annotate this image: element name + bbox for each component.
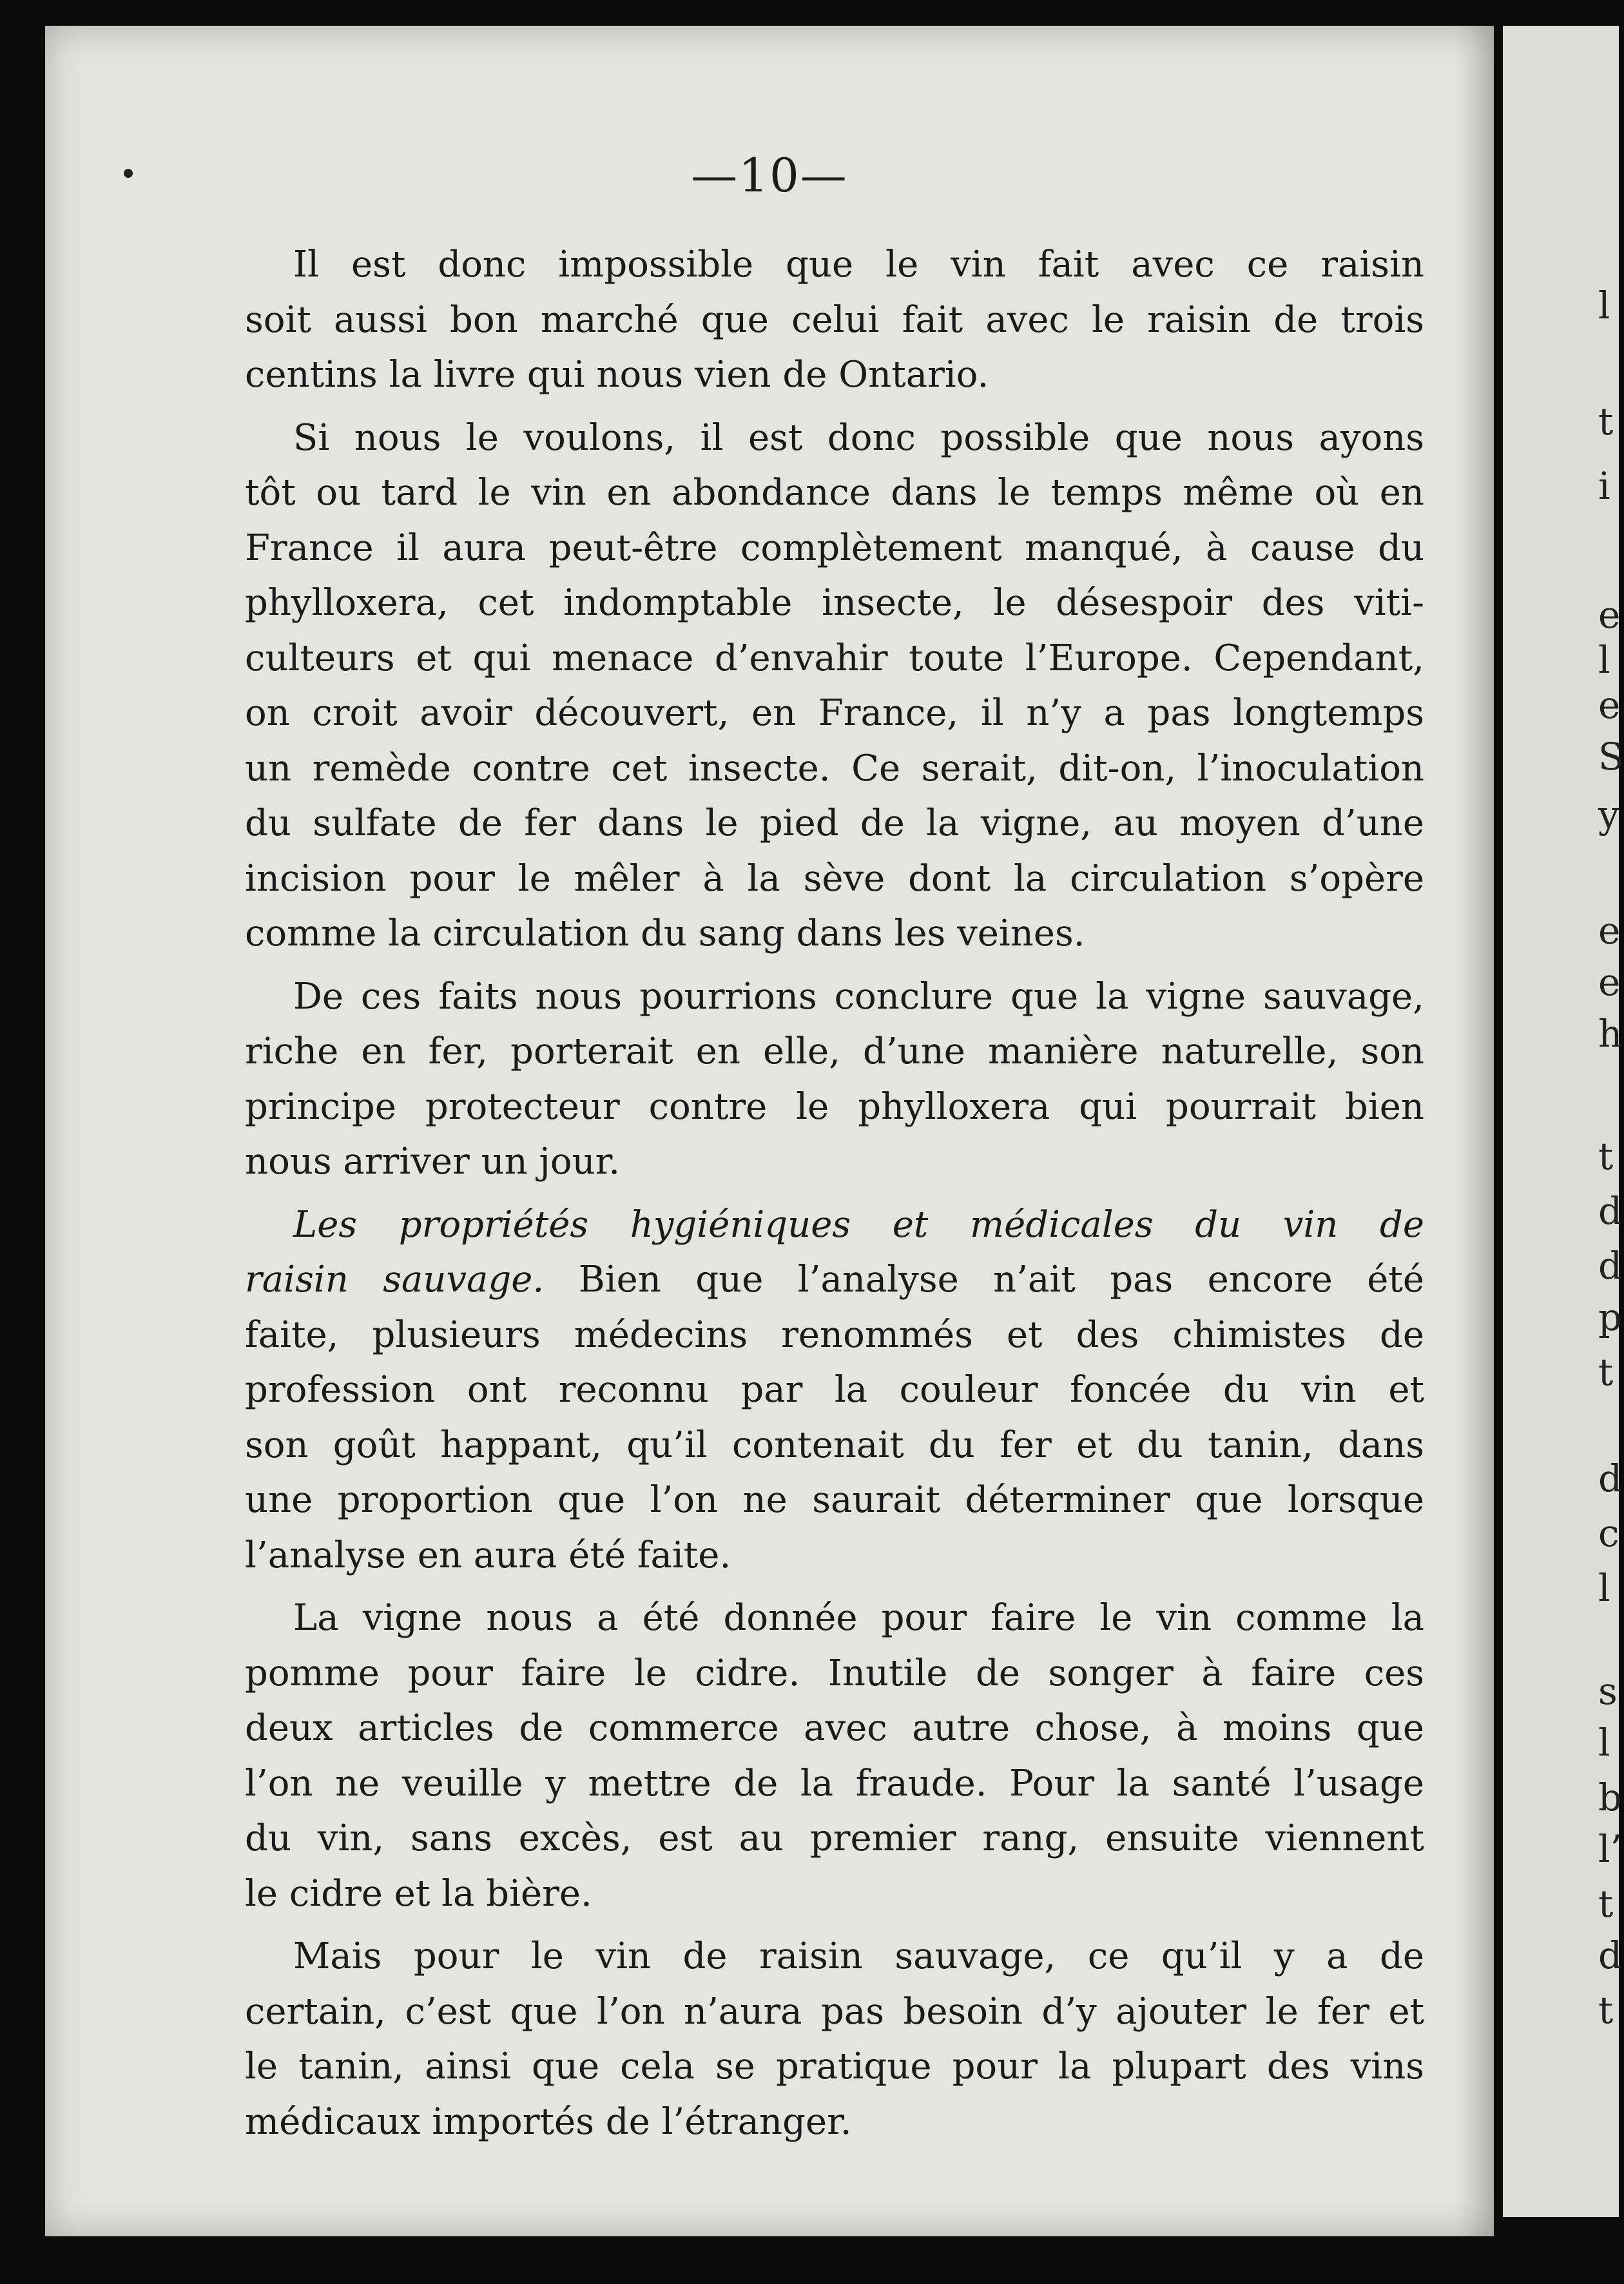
facing-fragment: d <box>1598 1933 1623 1977</box>
text-line: Si nous le voulons, il est donc possible que nous ayons <box>293 416 1424 459</box>
facing-fragment: p <box>1598 1295 1623 1339</box>
text-line: nous arriver un jour. <box>245 1141 621 1183</box>
facing-fragment: d <box>1598 1244 1623 1288</box>
text-line: pomme pour faire le cidre. Inutile de songer à faire ces <box>245 1652 1424 1694</box>
text-line: profession ont reconnu par la couleur foncée du vin et <box>245 1369 1424 1411</box>
facing-fragment: e <box>1598 909 1621 953</box>
facing-fragment: t <box>1598 1350 1614 1394</box>
facing-fragment: l <box>1598 284 1610 327</box>
paragraph-6 <box>245 1929 1424 2149</box>
text-line: du sulfate de fer dans le pied de la vigne, au moyen d’une <box>245 802 1424 844</box>
facing-fragment: h <box>1598 1012 1623 1056</box>
facing-fragment: e <box>1598 960 1621 1004</box>
facing-fragment: l <box>1598 638 1610 682</box>
facing-fragment: t <box>1598 1882 1614 1926</box>
ink-speck <box>124 169 133 178</box>
facing-fragment: l <box>1598 1566 1610 1610</box>
body-text <box>245 237 1424 2149</box>
text-line: phylloxera, cet indomptable insecte, le désespoir des viti- <box>245 582 1424 624</box>
paragraph-2 <box>245 411 1424 962</box>
text-line: centins la livre qui nous vien de Ontario. <box>245 354 989 396</box>
text-line <box>245 1252 1424 1308</box>
facing-fragment: S <box>1598 735 1624 779</box>
book-page <box>45 26 1494 2236</box>
text-line: médicaux importés de l’étranger. <box>245 2100 852 2143</box>
text-line: soit aussi bon marché que celui fait avec le raisin de trois <box>245 298 1424 341</box>
text-line: du vin, sans excès, est au premier rang, ensuite viennent <box>245 1817 1424 1859</box>
facing-fragment: c <box>1598 1511 1619 1555</box>
text-line: La vigne nous a été donnée pour faire le vin comme la <box>293 1597 1424 1639</box>
text-line: tôt ou tard le vin en abondance dans le temps même où en <box>245 472 1424 514</box>
facing-fragment: t <box>1598 1988 1614 2032</box>
text-line: l’on ne veuille y mettre de la fraude. Pour la santé l’usage <box>245 1762 1424 1805</box>
text-line: Il est donc impossible que le vin fait avec ce raisin <box>293 244 1424 286</box>
page-number: —10— <box>691 148 848 202</box>
text-line: on croit avoir découvert, en France, il n’y a pas longtemps <box>245 692 1424 734</box>
facing-fragment: t <box>1598 400 1614 443</box>
facing-fragment: s <box>1598 1669 1618 1713</box>
text-line: France il aura peut-être complètement manqué, à cause du <box>245 527 1424 569</box>
text-line: une proportion que l’on ne saurait déterminer que lorsque <box>245 1479 1424 1521</box>
text-line: le cidre et la bière. <box>245 1872 592 1915</box>
facing-fragment: e <box>1598 683 1621 727</box>
text-line: faite, plusieurs médecins renommés et des chimistes de <box>245 1313 1424 1356</box>
book-gutter <box>1494 0 1503 2284</box>
text-line: incision pour le mêler à la sève dont la circulation s’opère <box>245 857 1424 900</box>
facing-fragment: t <box>1598 1134 1614 1178</box>
text-line: certain, c’est que l’on n’aura pas besoin d’y ajouter le fer et <box>245 1990 1424 2033</box>
text-line: un remède contre cet insecte. Ce serait, dit-on, l’inoculation <box>245 747 1424 789</box>
paragraph-3 <box>245 969 1424 1190</box>
text-line: l’analyse en aura été faite. <box>245 1534 731 1576</box>
facing-fragment: l <box>1598 1721 1610 1765</box>
facing-fragment: b <box>1598 1776 1623 1819</box>
italic-heading: Les propriétés hygiéniques et médicales du vin de <box>293 1203 1424 1246</box>
facing-fragment: d <box>1598 1457 1623 1500</box>
text-line: principe protecteur contre le phylloxera qui pourrait bien <box>245 1085 1424 1128</box>
text-line: De ces faits nous pourrions conclure que la vigne sauvage, <box>293 975 1424 1018</box>
text-line: le tanin, ainsi que cela se pratique pour la plupart des vins <box>245 2046 1424 2087</box>
facing-page-edge <box>1503 26 1624 2217</box>
text-line: riche en fer, porterait en elle, d’une manière naturelle, son <box>245 1031 1424 1072</box>
paragraph-4 <box>245 1197 1424 1583</box>
text-line: deux articles de commerce avec autre chose, à moins que <box>245 1707 1424 1749</box>
text-line: culteurs et qui menace d’envahir toute l’Europe. Cependant, <box>245 637 1424 679</box>
facing-fragment: y <box>1598 793 1619 837</box>
text-line: comme la circulation du sang dans les veines. <box>245 913 1085 954</box>
text-line: son goût happant, qu’il contenait du fer et du tanin, dans <box>245 1424 1424 1466</box>
text-line: Mais pour le vin de raisin sauvage, ce qu’il y a de <box>293 1935 1424 1977</box>
facing-fragment: i <box>1598 464 1610 508</box>
text-fragment: Bien que l’analyse n’ait pas encore été <box>544 1259 1424 1301</box>
italic-heading-end: raisin sauvage. <box>245 1259 545 1301</box>
paragraph-1 <box>245 237 1424 403</box>
facing-fragment: e <box>1598 593 1621 637</box>
facing-fragment: l’ <box>1598 1827 1622 1871</box>
facing-fragment: d <box>1598 1189 1623 1233</box>
paragraph-5 <box>245 1591 1424 1921</box>
text-line <box>245 1197 1424 1253</box>
